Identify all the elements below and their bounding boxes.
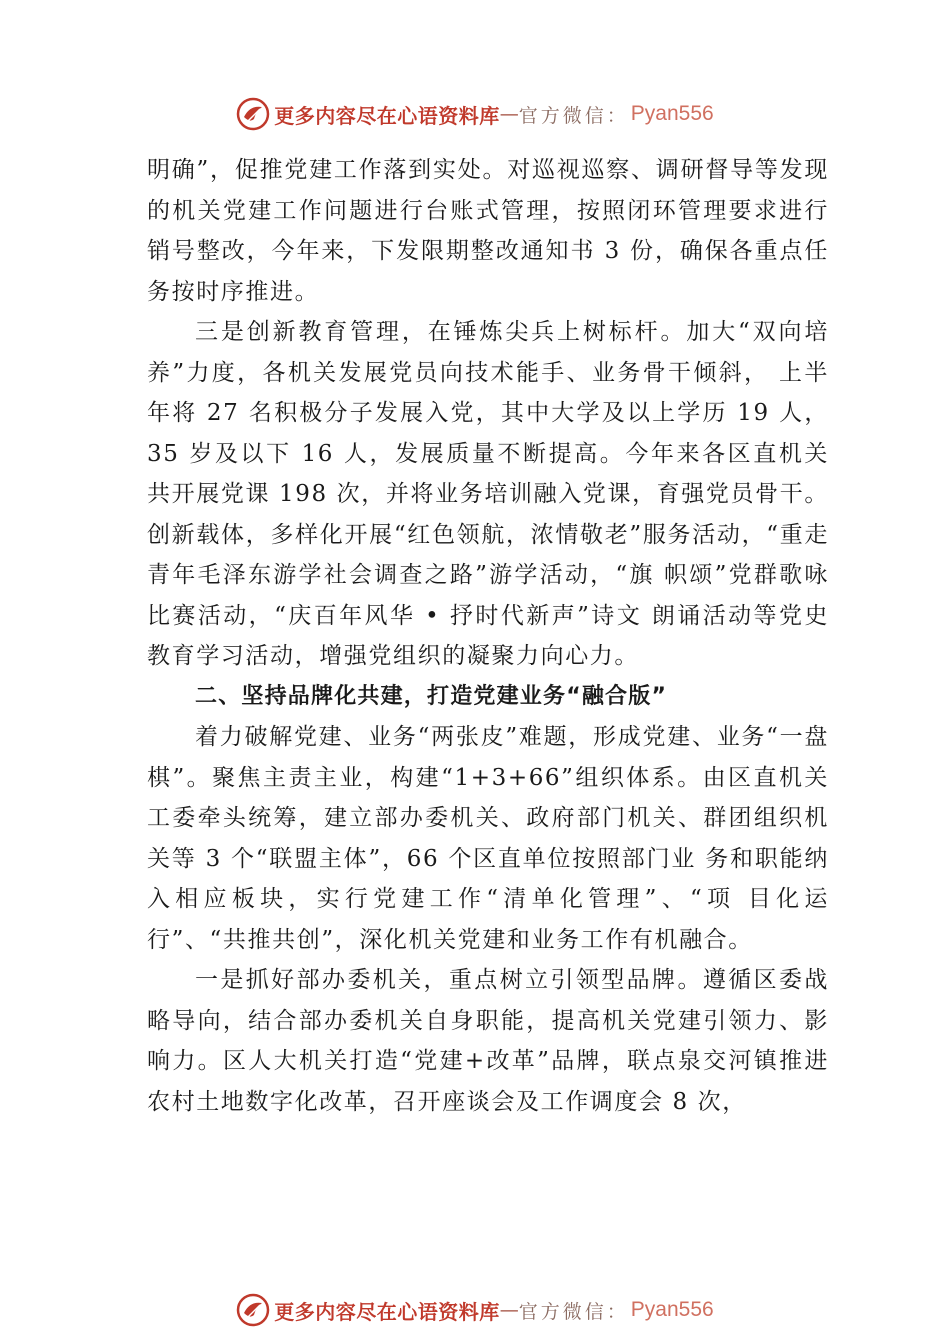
logo-icon xyxy=(236,97,270,131)
header-banner xyxy=(0,94,950,134)
paragraph-2: 三是创新教育管理，在锤炼尖兵上树标杆。加大“双向培养”力度，各机关发展党员向技术能手、业务骨干倾斜， 上半年将 27 名积极分子发展入党，其中大学及以上学历 19 人，35 岁及以下 16 人，发展质量不断提高。今年来各区直机关共开展党课 198 次，并将业务培训融入党课，育强党员骨干。创新载体，多样化开展“红色领航，浓情敬老”服务活动，“重走青年毛泽东游学社会调查之路”游学活动，“旗 帜颂”党群歌咏比赛活动，“庆百年风华 • 抒时代新声”诗文 朗诵活动等党史教育学习活动，增强党组织的凝聚力向心力。 xyxy=(147,319,829,669)
paragraph-3: 着力破解党建、业务“两张皮”难题，形成党建、业务“一盘棋”。聚焦主责主业，构建“1+3+66”组织体系。由区直机关工委牵头统筹，建立部办委机关、政府部门机关、群团组织机关等 3 个“联盟主体”，66 个区直单位按照部门业 务和职能纳入相应板块，实行党建工作“清单化管理”、“项 目化运行”、“共推共创”，深化机关党建和业务工作有机融合。 xyxy=(147,724,829,953)
banner-title: 更多内容尽在心语资料库 xyxy=(274,103,500,128)
banner-wechat-label: 官方微信： xyxy=(518,104,629,127)
paragraph-4: 一是抓好部办委机关，重点树立引领型品牌。遵循区委战略导向，结合部办委机关自身职能，提高机关党建引领力、影响力。区人大机关打造“党建+改革”品牌，联点泉交河镇推进农村土地数字化改革，召开座谈会及工作调度会 8 次， xyxy=(147,967,829,1115)
paragraph-1: 明确”，促推党建工作落到实处。对巡视巡察、调研督导等发现的机关党建工作问题进行台账式管理，按照闭环管理要求进行销号整改，今年来，下发限期整改通知书 3 份，确保各重点任务按时序推进。 xyxy=(147,157,829,305)
document-body xyxy=(147,150,829,1122)
section-heading: 二、坚持品牌化共建，打造党建业务“融合版” xyxy=(195,683,668,709)
banner-wechat-id: Pyan556 xyxy=(630,102,714,125)
banner-wechat-id: Pyan556 xyxy=(630,1298,714,1321)
banner-wechat-label: 官方微信： xyxy=(518,1300,629,1323)
logo-icon xyxy=(236,1293,270,1327)
banner-dash: — xyxy=(499,103,519,125)
footer-banner xyxy=(0,1290,950,1330)
banner-title: 更多内容尽在心语资料库 xyxy=(274,1299,500,1324)
banner-dash: — xyxy=(499,1299,519,1321)
